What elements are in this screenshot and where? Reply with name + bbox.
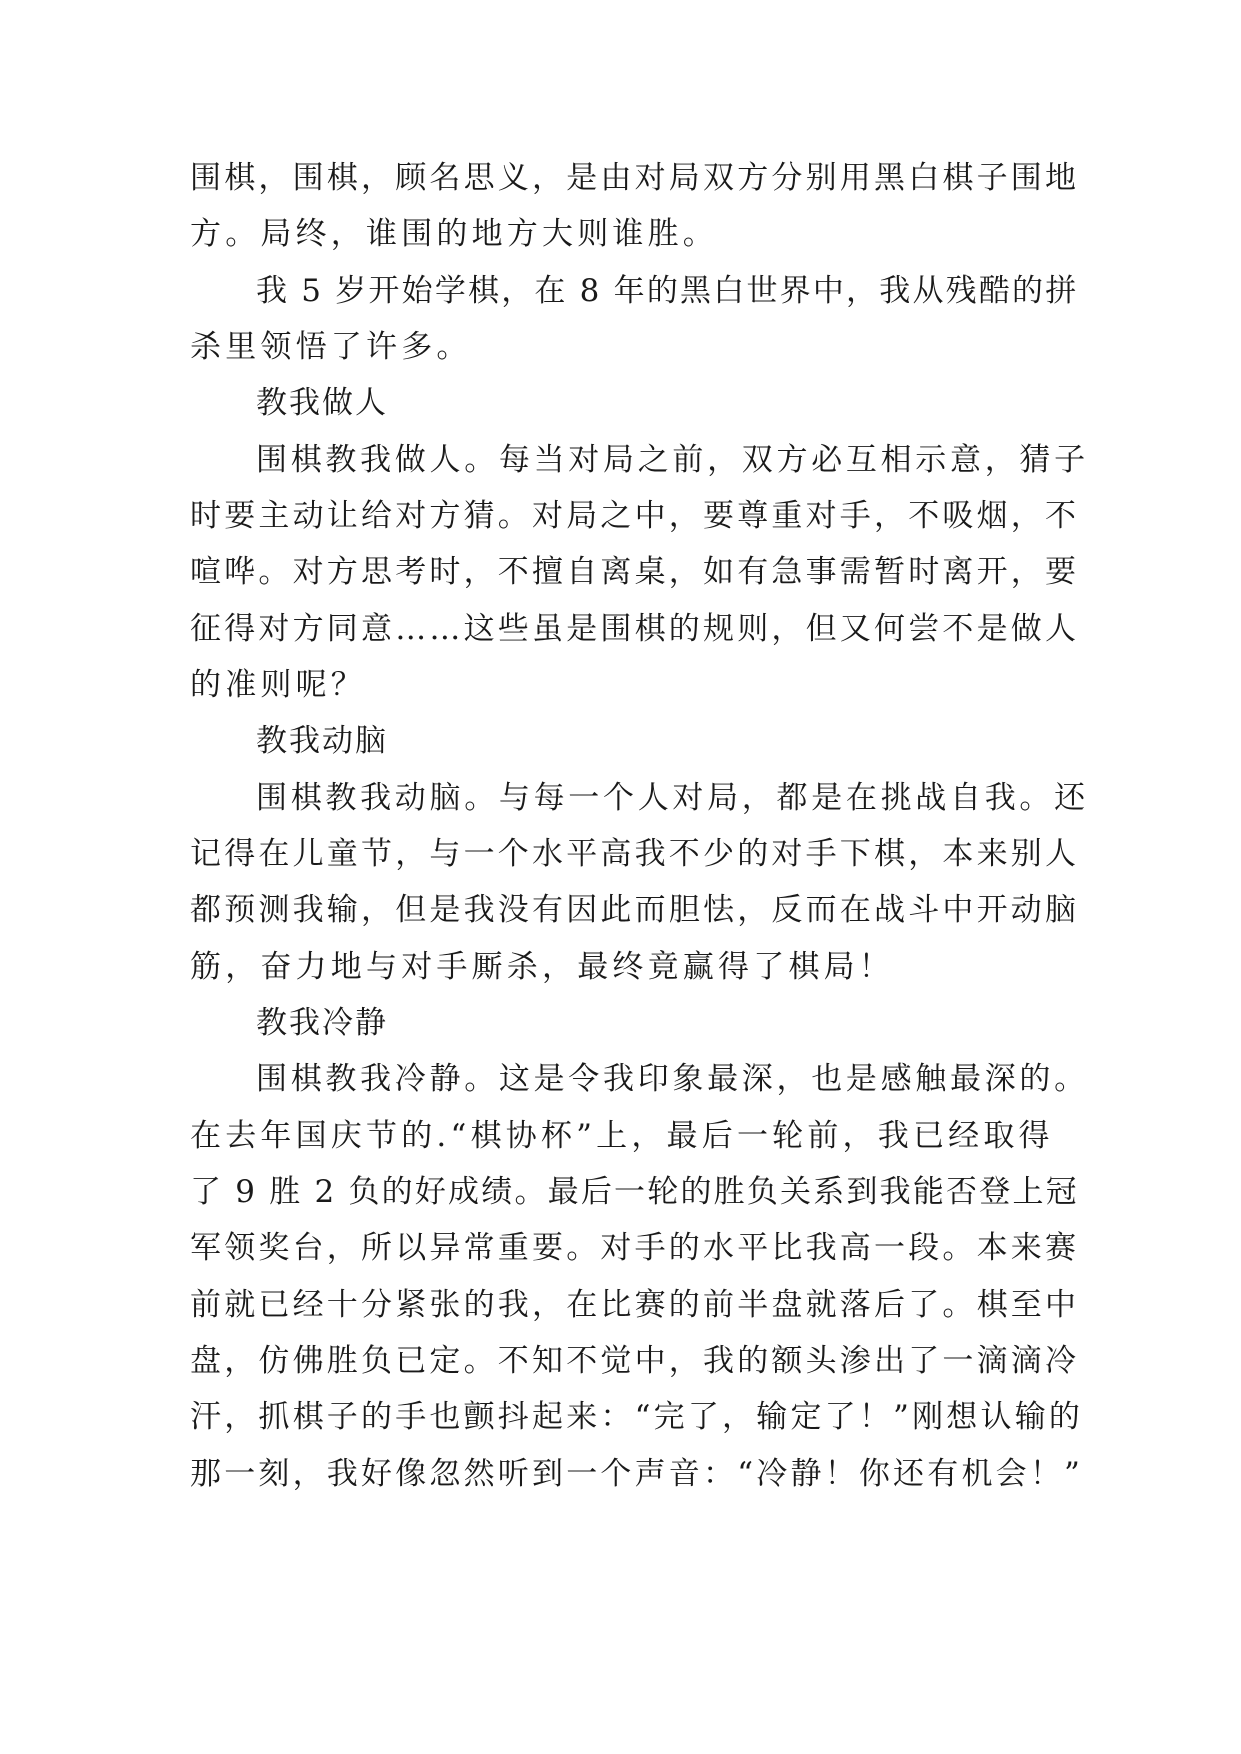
paragraph-line: 都预测我输，但是我没有因此而胆怯，反而在战斗中开动脑 [190, 892, 1080, 928]
paragraph-line: 方。局终，谁围的地方大则谁胜。 [190, 216, 718, 252]
paragraph-line: 军领奖台，所以异常重要。对手的水平比我高一段。本来赛 [190, 1230, 1080, 1266]
section-heading: 教我动脑 [256, 723, 388, 759]
paragraph-line: 筋，奋力地与对手厮杀，最终竟赢得了棋局！ [190, 949, 894, 985]
paragraph-line: 围棋教我动脑。与每一个人对局，都是在挑战自我。还 [256, 780, 1089, 816]
section-heading: 教我冷静 [256, 1005, 388, 1041]
paragraph-line: 盘，仿佛胜负已定。不知不觉中，我的额头渗出了一滴滴冷 [190, 1343, 1080, 1379]
paragraph-line: 那一刻，我好像忽然听到一个声音：“冷静！你还有机会！” [190, 1456, 1084, 1492]
section-heading: 教我做人 [256, 385, 388, 421]
paragraph-line: 杀里领悟了许多。 [190, 329, 472, 365]
paragraph-line: 在去年国庆节的.“棋协杯”上，最后一轮前，我已经取得 [190, 1118, 1054, 1154]
paragraph-line: 围棋教我做人。每当对局之前，双方必互相示意，猜子 [256, 442, 1089, 478]
paragraph-line: 征得对方同意……这些虽是围棋的规则，但又何尝不是做人 [190, 611, 1080, 647]
paragraph-line: 围棋，围棋，顾名思义，是由对局双方分别用黑白棋子围地 [190, 160, 1080, 196]
paragraph-line: 了 9 胜 2 负的好成绩。最后一轮的胜负关系到我能否登上冠 [190, 1174, 1079, 1210]
paragraph-line: 前就已经十分紧张的我，在比赛的前半盘就落后了。棋至中 [190, 1287, 1080, 1323]
paragraph-line: 喧哗。对方思考时，不擅自离桌，如有急事需暂时离开，要 [190, 554, 1080, 590]
paragraph-line: 记得在儿童节，与一个水平高我不少的对手下棋，本来别人 [190, 836, 1080, 872]
paragraph-line: 时要主动让给对方猜。对局之中，要尊重对手，不吸烟，不 [190, 498, 1080, 534]
paragraph-line: 围棋教我冷静。这是令我印象最深，也是感触最深的。 [256, 1061, 1089, 1097]
paragraph-line: 汗，抓棋子的手也颤抖起来：“完了，输定了！”刚想认输的 [190, 1399, 1084, 1435]
paragraph-line: 我 5 岁开始学棋，在 8 年的黑白世界中，我从残酷的拼 [256, 273, 1079, 309]
paragraph-line: 的准则呢？ [190, 667, 366, 703]
